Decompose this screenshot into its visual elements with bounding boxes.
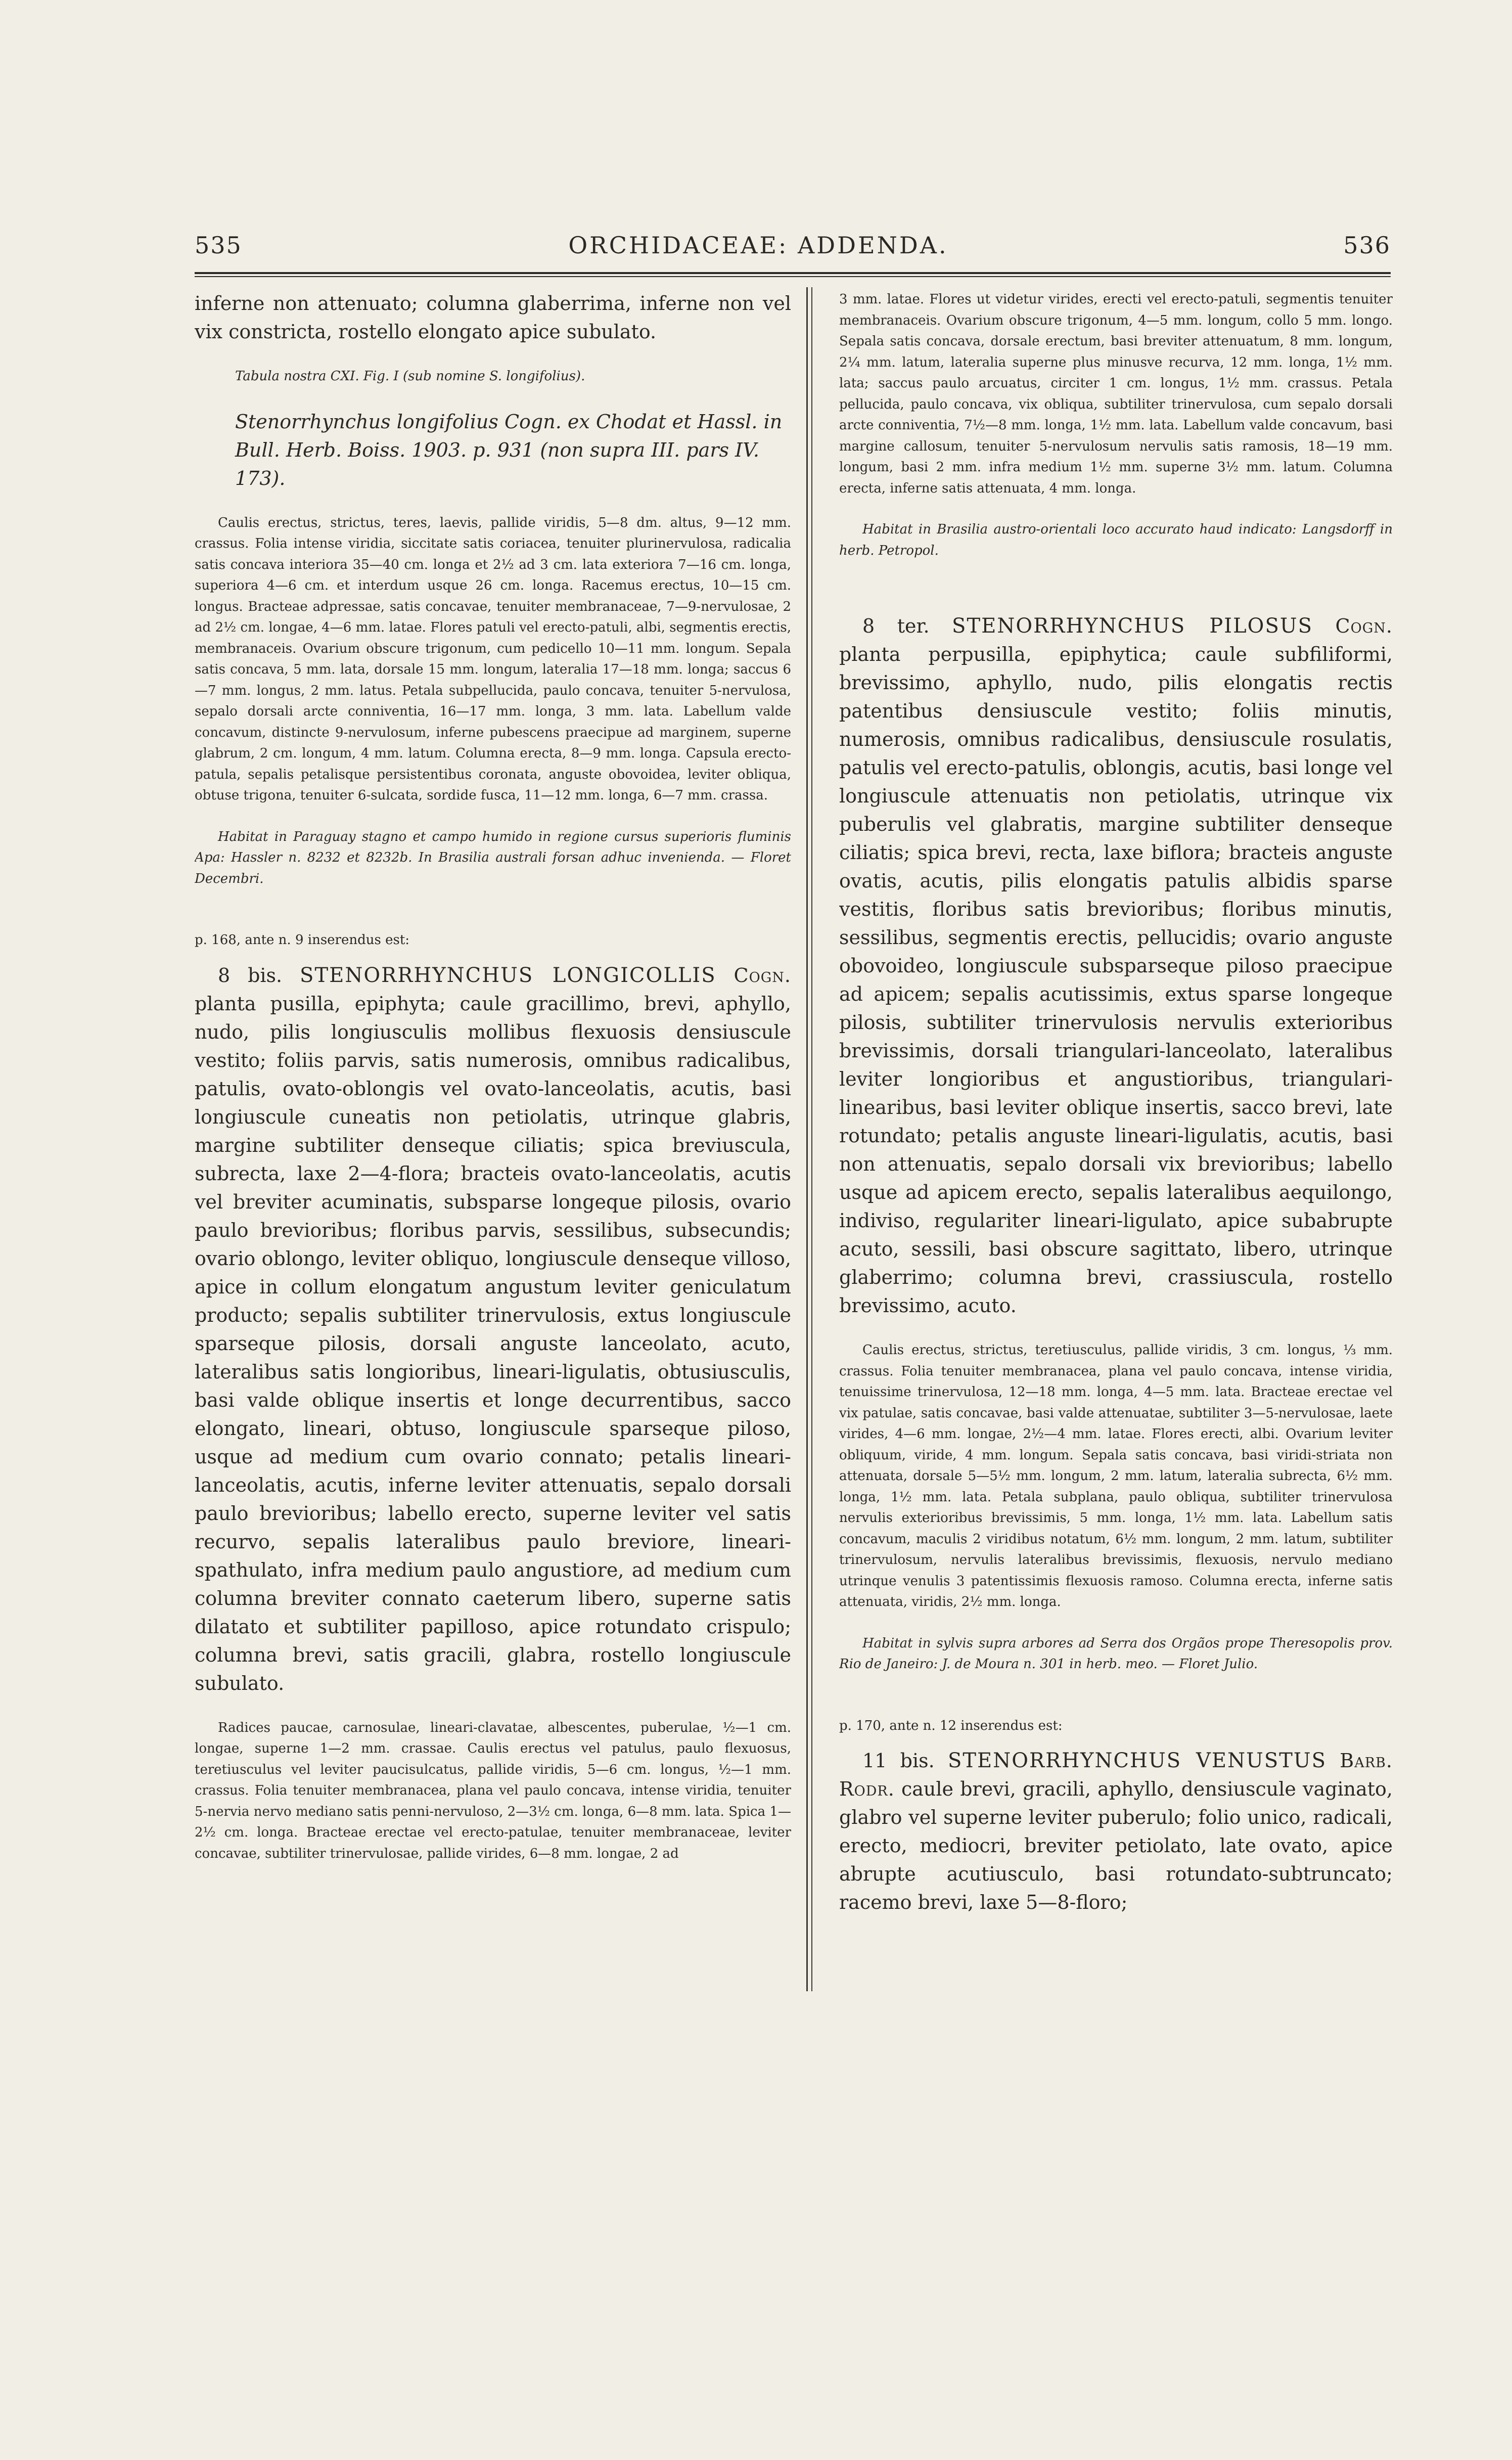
right-column xyxy=(839,289,1393,1916)
header-rule xyxy=(195,272,1391,274)
habitat-paragraph: Habitat in Paraguay stagno et campo humido in regione cursus superioris fluminis Apa: Hassler n. 8232 et 8232b. In Brasilia australi forsan adhuc invenienda. — Floret Decembri. xyxy=(195,829,791,886)
header-rule-thin xyxy=(195,276,1391,277)
species-title-2: STENORRHYNCHUS PILOSUS xyxy=(952,614,1313,638)
column-divider-double xyxy=(811,287,812,1991)
habitat-paragraph-3: Habitat in sylvis supra arbores ad Serra dos Orgãos prope Theresopolis prov. Rio de Janeiro: J. de Moura n. 301 in herb. meo. — Floret Julio. xyxy=(839,1635,1393,1672)
species-entry-3 xyxy=(839,1747,1393,1916)
left-page-number: 535 xyxy=(195,232,242,259)
description-paragraph: Caulis erectus, strictus, teres, laevis, pallide viridis, 5—8 dm. altus, 9—12 mm. crassus. Folia intense viridia, siccitate satis coriacea, tenuiter plurinervulosa, radicalia satis concava interiora 35—40 cm. longa et 2½ ad 3 cm. lata exteriora 7—16 cm. longa, superiora 4—6 cm. et interdum usque 26 cm. longa. Racemus erectus, 10—15 cm. longus. Bracteae adpressae, satis concavae, tenuiter membranaceae, 7—9-nervulosae, 2 ad 2½ cm. longae, 4—6 mm. latae. Flores patuli vel erecto-patuli, albi, segmentis erectis, membranaceis. Ovarium obscure trigonum, cum pedicello 10—11 mm. longum. Sepala satis concava, 5 mm. lata, dorsale 15 mm. longum, lateralia 17—18 mm. longa; saccus 6—7 mm. longus, 2 mm. latus. Petala subpellucida, paulo concava, tenuiter 5-nervulosa, sepalo dorsali arcte conniventia, 16—17 mm. longa, 3 mm. lata. Labellum valde concavum, distincte 9-nervulosum, inferne pubescens praecipue ad marginem, superne glabrum, 2 cm. longum, 4 mm. latum. Columna erecta, 8—9 mm. longa. Capsula erecto-patula, sepalis petalisque persistentibus coronata, anguste obovoidea, leviter obliqua, obtuse trigona, tenuiter 6-sulcata, sordide fusca, 11—12 mm. longa, 6—7 mm. crassa. xyxy=(195,515,791,803)
insertion-note: p. 168, ante n. 9 inserendus est: xyxy=(195,932,410,948)
description-continuation: 3 mm. latae. Flores ut videtur virides, erecti vel erecto-patuli, segmentis tenuiter membranaceis. Ovarium obscure trigonum, 4—5 mm. longum, collo 5 mm. longo. Sepala satis concava, dorsale erectum, basi breviter attenuatum, 8 mm. longum, 2¼ mm. latum, lateralia superne plus minusve recurva, 12 mm. longa, 1½ mm. lata; saccus paulo arcuatus, circiter 1 cm. longus, 1½ mm. crassus. Petala pellucida, paulo concava, vix obliqua, subtiliter trinervulosa, cum sepalo dorsali arcte conniventia, 7½—8 mm. longa, 1½ mm. lata. Labellum valde concavum, basi margine callosum, tenuiter 5-nervulosum nervulis satis ramosis, 18—19 mm. longum, basi 2 mm. infra medium 1½ mm. superne 3½ mm. latum. Columna erecta, inferne satis attenuata, 4 mm. longa. xyxy=(839,292,1393,496)
left-column xyxy=(195,289,791,1864)
species-author-2: Cogn. xyxy=(1335,615,1393,637)
right-page-number: 536 xyxy=(1343,232,1391,259)
species-number: 8 bis. xyxy=(218,964,283,987)
species-entry-2 xyxy=(839,612,1393,1320)
insertion-note-2: p. 170, ante n. 12 inserendus est: xyxy=(839,1718,1063,1733)
column-divider xyxy=(806,287,808,1991)
species-entry xyxy=(195,961,791,1697)
species-diagnosis: planta pusilla, epiphyta; caule gracillimo, brevi, aphyllo, nudo, pilis longiusculis mollibus flexuosis densiuscule vestito; foliis parvis, satis numerosis, omnibus radicalibus, patulis, ovato-oblongis vel ovato-lanceolatis, acutis, basi longiuscule cuneatis non petiolatis, utrinque glabris, margine subtiliter denseque ciliatis; spica breviuscula, subrecta, laxe 2—4-flora; bracteis ovato-lanceolatis, acutis vel breviter acuminatis, subsparse longeque pilosis, ovario paulo brevioribus; floribus parvis, sessilibus, subsecundis; ovario oblongo, leviter obliquo, longiuscule denseque villoso, apice in collum elongatum angustum leviter geniculatum producto; sepalis subtiliter trinervulosis, extus longiuscule sparseque pilosis, dorsali anguste lanceolato, acuto, lateralibus satis longioribus, lineari-ligulatis, obtusiusculis, basi valde oblique insertis et longe decurrentibus, sacco elongato, lineari, obtuso, longiuscule sparseque piloso, usque ad medium cum ovario connato; petalis lineari-lanceolatis, acutis, inferne leviter attenuatis, sepalo dorsali paulo brevioribus; labello erecto, superne leviter vel satis recurvo, sepalis lateralibus paulo breviore, lineari-spathulato, infra medium paulo angustiore, ad medium cum columna breviter connato caeterum libero, superne satis dilatato et subtiliter papilloso, apice rotundato crispulo; columna brevi, satis gracili, glabra, rostello longiuscule subulato. xyxy=(195,992,791,1694)
species-number-3: 11 bis. xyxy=(862,1750,935,1772)
species-title: STENORRHYNCHUS LONGICOLLIS xyxy=(300,963,716,987)
species-number-2: 8 ter. xyxy=(862,615,930,637)
running-title: ORCHIDACEAE: ADDENDA. xyxy=(568,232,948,259)
species-author-3: Barb. Rodr. xyxy=(839,1750,1393,1800)
plate-reference: Tabula nostra CXI. Fig. I (sub nomine S. longifolius). xyxy=(235,369,585,384)
species-title-3: STENORRHYNCHUS VENUSTUS xyxy=(947,1749,1327,1772)
species-author: Cogn. xyxy=(734,964,791,987)
species-diagnosis-2: planta perpusilla, epiphytica; caule subfiliformi, brevissimo, aphyllo, nudo, pilis elongatis rectis patentibus densiuscule vestito; foliis minutis, numerosis, omnibus radicalibus, densiuscule rosulatis, patulis vel erecto-patulis, oblongis, acutis, basi longe vel longiuscule attenuatis non petiolatis, utrinque vix puberulis vel glabratis, margine subtiliter denseque ciliatis; spica brevi, recta, laxe biflora; bracteis anguste ovatis, acutis, pilis elongatis patulis albidis sparse vestitis, floribus satis brevioribus; floribus minutis, sessilibus, segmentis erectis, pellucidis; ovario anguste obovoideo, longiuscule subsparseque piloso praecipue ad apicem; sepalis acutissimis, extus sparse longeque pilosis, subtiliter trinervulosis nervulis exterioribus brevissimis, dorsali triangulari-lanceolato, lateralibus leviter longioribus et angustioribus, triangulari-linearibus, basi leviter oblique insertis, sacco brevi, late rotundato; petalis anguste lineari-ligulatis, acutis, basi non attenuatis, sepalo dorsali vix brevioribus; labello usque ad apicem erecto, sepalis lateralibus aequilongo, indiviso, regulariter lineari-ligulato, apice subabrupte acuto, sessili, basi obscure sagittato, libero, utrinque glaberrimo; columna brevi, crassiuscula, rostello brevissimo, acuto. xyxy=(839,643,1393,1317)
continuation-paragraph: inferne non attenuato; columna glaberrima, inferne non vel vix constricta, rostello elongato apice subulato. xyxy=(195,292,791,343)
synonym-citation: Stenorrhynchus longifolius Cogn. ex Chodat et Hassl. in Bull. Herb. Boiss. 1903. p. 931 (non supra III. pars IV. 173). xyxy=(235,410,783,489)
description-paragraph-3: Caulis erectus, strictus, teretiusculus, pallide viridis, 3 cm. longus, ⅓ mm. crassus. Folia tenuiter membranacea, plana vel paulo concava, intense viridia, tenuissime trinervulosa, 12—18 mm. longa, 4—5 mm. lata. Bracteae erectae vel vix patulae, satis concavae, basi valde attenuatae, subtiliter 3—5-nervulosae, laete virides, 4—6 mm. longae, 2½—4 mm. latae. Flores erecti, albi. Ovarium leviter obliquum, viride, 4 mm. longum. Sepala satis concava, basi viridi-striata non attenuata, dorsale 5—5½ mm. longum, 2 mm. latum, lateralia subrecta, 6½ mm. longa, 1½ mm. lata. Petala subplana, paulo obliqua, subtiliter trinervulosa nervulis exterioribus brevissimis, 5 mm. longa, 1½ mm. lata. Labellum satis concavum, maculis 2 viridibus notatum, 6½ mm. longum, 2 mm. latum, subtiliter trinervulosum, nervulis lateralibus brevissimis, flexuosis, nervulo mediano utrinque venulis 3 patentissimis flexuosis ramoso. Columna erecta, inferne satis attenuata, viridis, 2½ mm. longa. xyxy=(839,1343,1393,1609)
habitat-paragraph-2: Habitat in Brasilia austro-orientali loco accurato haud indicato: Langsdorff in herb. Petropol. xyxy=(839,522,1393,558)
species-diagnosis-3: caule brevi, gracili, aphyllo, densiuscule vaginato, glabro vel superne leviter puberulo; folio unico, radicali, erecto, mediocri, breviter petiolato, late ovato, apice abrupte acutiusculo, basi rotundato-subtruncato; racemo brevi, laxe 5—8-floro; xyxy=(839,1778,1393,1913)
description-paragraph-2: Radices paucae, carnosulae, lineari-clavatae, albescentes, puberulae, ½—1 cm. longae, superne 1—2 mm. crassae. Caulis erectus vel patulus, paulo flexuosus, teretiusculus vel leviter paucisulcatus, pallide viridis, 5—6 cm. longus, ½—1 mm. crassus. Folia tenuiter membranacea, plana vel paulo concava, intense viridia, tenuiter 5-nervia nervo mediano satis penni-nervuloso, 2—3½ cm. longa, 6—8 mm. lata. Spica 1—2½ cm. longa. Bracteae erectae vel erecto-patulae, tenuiter membranaceae, leviter concavae, subtiliter trinervulosae, pallide virides, 6—8 mm. longae, 2 ad xyxy=(195,1720,791,1861)
